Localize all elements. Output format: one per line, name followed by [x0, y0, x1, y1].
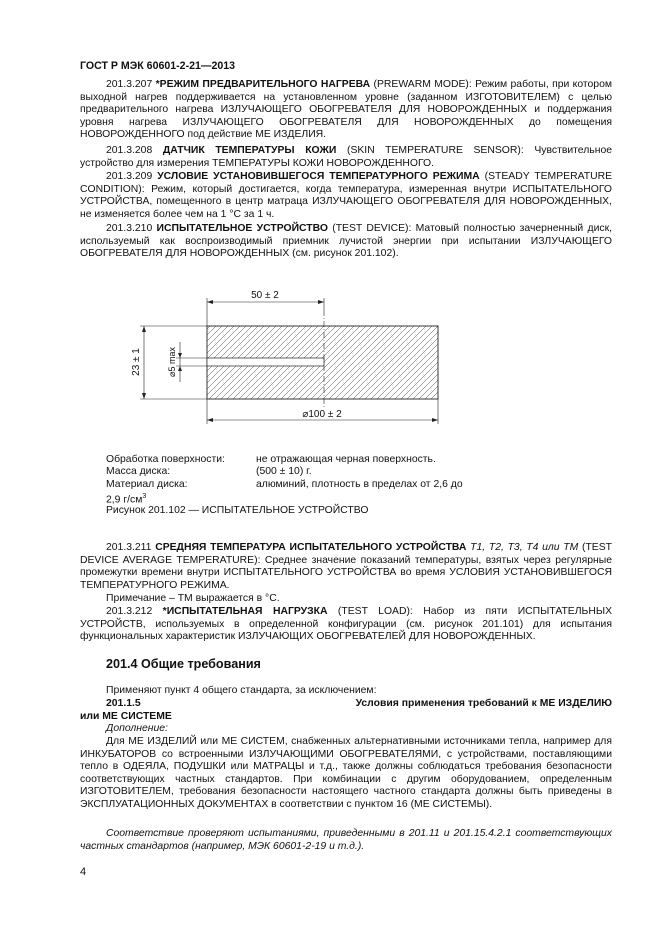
term-title: *РЕЖИМ ПРЕДВАРИТЕЛЬНОГО НАГРЕВА: [155, 79, 371, 90]
temperature-symbols: T1, T2, T3, T4 или TM: [470, 542, 579, 553]
subclause-number: 201.1.5: [106, 698, 141, 709]
clause-number: 201.3.208: [106, 145, 153, 156]
spec-label: Материал диска:: [106, 479, 188, 490]
dim-left-label: 23 ± 1: [131, 348, 142, 376]
subclause-title: Условия применения требований к МЕ ИЗДЕЛИЮ: [355, 698, 612, 709]
definition-211: [80, 542, 612, 592]
test-device-figure: [100, 280, 460, 430]
clause-number: 201.3.212: [106, 606, 153, 617]
subclause-title-tail: или МЕ СИСТЕМЕ: [80, 711, 172, 722]
section-body: Для МЕ ИЗДЕЛИЙ или МЕ СИСТЕМ, снабженных альтернативными источниками тепла, например для ИНКУБАТОРОВ со встроенными ИЗЛУЧАЮЩИМИ ОБОГРЕВАТЕЛЯМИ, с устройствами, поставляющими тепло в ОДЕЯЛА, ПОДУШКИ или МАТРАЦЫ и т.д., также должны соблюдаться требования безопасности соответствующих частных стандартов. При комбинации с другим оборудованием, определенным ИЗГОТОВИТЕЛЕМ, требования безопасности настоящего частного стандарта должны быть приведены в ЭКСПЛУАТАЦИОННЫХ ДОКУМЕНТАХ в соответствии с пунктом 16 (МЕ СИСТЕМЫ).: [80, 736, 612, 810]
density-exponent: 3: [142, 493, 147, 500]
clause-number: 201.3.211: [106, 542, 152, 553]
addition-label: Дополнение:: [106, 723, 168, 734]
term-title: *ИСПЫТАТЕЛЬНАЯ НАГРУЗКА: [162, 606, 328, 617]
sensor-hole: [207, 358, 324, 366]
page-number: 4: [80, 866, 87, 878]
density-text: 2,9 г/см: [106, 494, 143, 506]
compliance-text: Соответствие проверяют испытаниями, приведенными в 201.11 и 201.15.4.2.1 соответствующих частных стандартов (например, МЭК 60601-2-19 и т.д.).: [80, 828, 612, 852]
clause-number: 201.3.207: [106, 79, 153, 90]
definition-text: (SKIN TEMPERATURE SENSOR): Чувствительное устройство для измерения ТЕМПЕРАТУРЫ КОЖИ НОВОРОЖДЕННОГО.: [80, 145, 612, 169]
section-intro: Применяют пункт 4 общего стандарта, за исключением:: [106, 685, 377, 696]
section-heading: 201.4 Общие требования: [106, 657, 261, 671]
definition-text: (TEST LOAD): Набор из пяти ИСПЫТАТЕЛЬНЫХ УСТРОЙСТВ, используемых в определенной конфигурации (см. рисунок 201.101) для испытания функциональных характеристик ИЗЛУЧАЮЩИХ ОБОГРЕВАТЕЛЕЙ ДЛЯ НОВОРОЖДЕННЫХ.: [80, 606, 613, 643]
spec-value: не отражающая черная поверхность.: [256, 454, 436, 465]
spec-surface: [106, 454, 436, 467]
standard-header: ГОСТ Р МЭК 60601-2-21—2013: [80, 60, 236, 72]
definition-207: [80, 79, 612, 142]
term-title: УСЛОВИЕ УСТАНОВИВШЕГОСЯ ТЕМПЕРАТУРНОГО РЕЖИМА: [157, 171, 480, 182]
clause-number: 201.3.210: [106, 223, 153, 234]
definition-212: [80, 606, 612, 644]
spec-value: алюминий, плотность в пределах от 2,6 до: [256, 479, 463, 490]
figure-caption: Рисунок 201.102 — ИСПЫТАТЕЛЬНОЕ УСТРОЙСТВО: [106, 505, 369, 516]
definition-text: (STEADY TEMPERATURE CONDITION): Режим, который достигается, когда температура, измеренная внутри ИСПЫТАТЕЛЬНОГО УСТРОЙСТВА, помещенного в центр матраца ИЗЛУЧАЮЩЕГО ОБОГРЕВАТЕЛЯ ДЛЯ НОВОРОЖДЕННЫХ, не изменяется более чем на 1 °С за 1 ч.: [80, 171, 613, 220]
term-title: ИСПЫТАТЕЛЬНОЕ УСТРОЙСТВО: [156, 223, 328, 234]
definition-text: (TEST DEVICE AVERAGE TEMPERATURE): Среднее значение показаний температуры, взятых через регулярные промежутки времени внутри ИСПЫТАТЕЛЬНОГО УСТРОЙСТВА во время УСЛОВИЯ УСТАНОВИВШЕГОСЯ ТЕМПЕРАТУРНОГО РЕЖИМА.: [80, 542, 613, 591]
spec-label: Обработка поверхности:: [106, 454, 225, 465]
spec-value: (500 ± 10) г.: [256, 466, 312, 477]
subclause-heading: [80, 698, 612, 711]
dim-top-label: 50 ± 2: [251, 290, 279, 301]
definition-209: [80, 171, 612, 221]
definition-text: (TEST DEVICE): Матовый полностью зачерненный диск, используемый как воспроизводимый приемник лучистой энергии при испытании ИЗЛУЧАЮЩЕГО ОБОГРЕВАТЕЛЯ ДЛЯ НОВОРОЖДЕННЫХ (см. рисунок 201.102).: [80, 223, 612, 260]
dim-bottom-label: ⌀100 ± 2: [302, 409, 342, 420]
term-title: ДАТЧИК ТЕМПЕРАТУРЫ КОЖИ: [162, 145, 337, 156]
clause-number: 201.3.209: [106, 171, 153, 182]
definition-211-note: Примечание – TM выражается в °С.: [106, 593, 280, 604]
dim-hole-label: ⌀5 max: [167, 347, 177, 377]
definition-208: [80, 145, 612, 170]
spec-label: Масса диска:: [106, 466, 171, 477]
spec-mass: [106, 466, 312, 479]
definition-text: (PREWARM MODE): Режим работы, при котором выходной нагрев поддерживается на установленном уровне (заданном ИЗГОТОВИТЕЛЕМ) с целью предварительного нагрева ИЗЛУЧАЮЩЕГО ОБОГРЕВАТЕЛЯ ДЛЯ НОВОРОЖДЕННЫХ и поддержания уровня нагрева ИЗЛУЧАЮЩЕГО ОБОГРЕВАТЕЛЯ ДЛЯ НОВОРОЖДЕННЫХ до помещения НОВОРОЖДЕННОГО под действие МЕ ИЗДЕЛИЯ.: [80, 79, 613, 141]
spec-material: [106, 479, 463, 492]
term-title: СРЕДНЯЯ ТЕМПЕРАТУРА ИСПЫТАТЕЛЬНОГО УСТРОЙСТВА: [155, 542, 467, 553]
test-device-drawing: [100, 280, 460, 430]
definition-210: [80, 223, 612, 261]
